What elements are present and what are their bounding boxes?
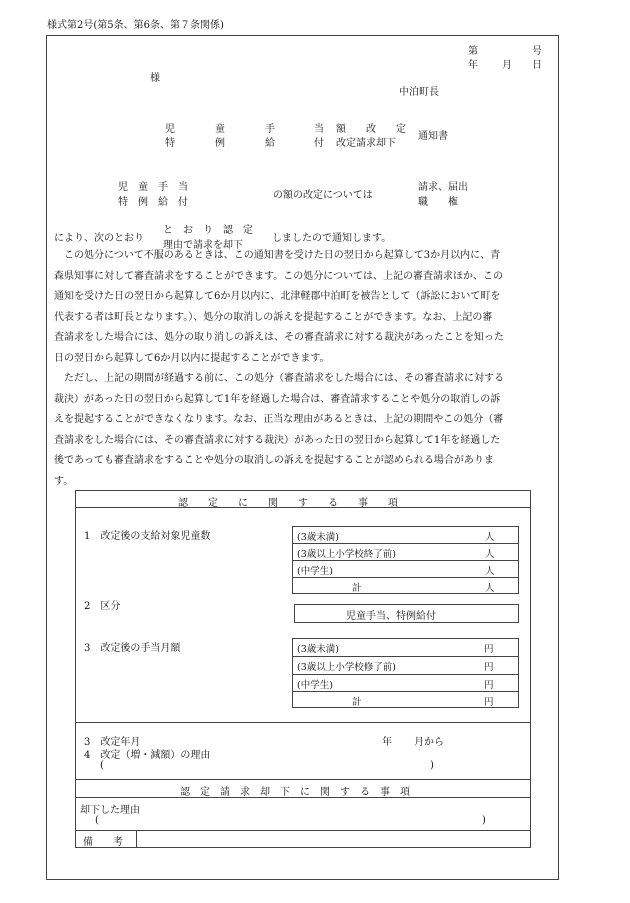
revision-year-unit: 年	[382, 737, 392, 748]
children-row-unit: 人	[485, 532, 495, 543]
divider	[292, 560, 519, 561]
paragraph-line: 通知を受けた日の翌日から起算して6か月以内に、北津軽郡中泊町を被告として（訴訟において町を	[54, 291, 501, 302]
notice-title-char: 給	[265, 138, 275, 149]
children-row-label: (中学生)	[297, 566, 333, 577]
notice-title-char: 額	[336, 124, 346, 135]
notice-title-char: 改	[366, 124, 376, 135]
notice-title-char: 童	[215, 124, 225, 135]
divider	[75, 779, 531, 780]
divider	[75, 830, 531, 831]
category-value: 児童手当、特例給付	[346, 611, 436, 622]
body-lead-text: により、次のとおり	[54, 233, 144, 244]
addressee-suffix: 様	[150, 73, 160, 84]
result-type-2: 理由で請求を却下	[163, 240, 243, 251]
amount-row-unit: 円	[484, 662, 494, 673]
date-day: 日	[532, 60, 542, 71]
appeal-paragraph-1	[54, 246, 554, 369]
request-type-2: 職 権	[418, 197, 458, 208]
notice-title-char: 定	[396, 124, 406, 135]
result-type-1: と お り 認 定	[163, 225, 253, 236]
children-row-unit: 人	[485, 583, 495, 594]
divider	[292, 691, 519, 692]
children-row-unit: 人	[485, 566, 495, 577]
amount-row-unit: 円	[484, 644, 494, 655]
paragraph-line: 森県知事に対して審査請求をすることができます。この処分については、上記の審査請求ほか、この	[54, 270, 503, 282]
divider	[136, 830, 137, 848]
notice-title-char: 当	[314, 124, 324, 135]
paragraph-line: 後であっても審査請求をすることや処分の取消しの訴えを提起することが認められる場合がありま	[54, 455, 494, 466]
rejection-section-title: 認 定 請 求 却 下 に 関 す る 事 項	[180, 787, 410, 798]
form-title: 様式第2号(第5条、第6条、第７条関係)	[47, 20, 224, 31]
children-row-label: 計	[352, 583, 362, 594]
divider	[292, 543, 519, 544]
notice-title-char: 特	[165, 138, 175, 149]
notice-title-rejection: 改定請求却下	[336, 138, 396, 149]
category-label: 2 区分	[84, 601, 121, 612]
revision-month-unit: 月から	[414, 737, 444, 748]
monthly-amount-label: 3 改定後の手当月額	[84, 643, 181, 654]
children-row-label: (3歳以上小学校終了前)	[297, 549, 396, 560]
amount-row-label: 計	[352, 697, 362, 708]
request-type-1: 請求、届出	[418, 182, 468, 193]
revision-date-label: 3 改定年月	[84, 737, 141, 748]
date-month: 月	[502, 60, 512, 71]
paragraph-line: ただし、上記の期間が経過する前に、この処分（審査請求をした場合には、その審査請求に対する	[54, 373, 504, 384]
paragraph-line: 日の翌日から起算して6か月以内に提起することができます。	[54, 352, 330, 364]
amount-row-label: (3歳未満)	[297, 644, 339, 655]
number-suffix: 号	[532, 46, 542, 57]
children-count-label: 1 改定後の支給対象児童数	[84, 531, 211, 542]
paragraph-line: 査請求をした場合には、その審査請求に対する裁決）があった日の翌日から起算して1年を経過した	[54, 434, 501, 446]
approval-section-title: 認 定 に 関 す る 事 項	[178, 498, 398, 509]
notice-title-char: 児	[165, 124, 175, 135]
rejection-paren-open: (	[95, 815, 99, 826]
amount-row-label: (3歳以上小学校修了前)	[297, 662, 396, 673]
notice-title-char: 例	[215, 138, 225, 149]
date-year: 年	[468, 60, 478, 71]
paragraph-line: 裁決）があった日の翌日から起算して1年を経過した場合は、審査請求することや処分の取消しの訴	[54, 393, 501, 405]
amount-row-unit: 円	[484, 680, 494, 691]
paragraph-line: 査請求をした場合には、処分の取り消しの訴えは、その審査請求に対する裁決があったことを知った	[54, 332, 504, 343]
body-tail-text: しましたので通知します。	[272, 233, 392, 244]
notice-title-suffix: 通知書	[418, 131, 448, 142]
issuer-name: 中泊町長	[399, 87, 439, 98]
divider	[292, 656, 519, 657]
notice-title-char: 手	[265, 124, 275, 135]
reason-paren-open: (	[100, 760, 104, 771]
revision-reason-label: 4 改定（増・減額）の理由	[84, 750, 211, 761]
amount-row-label: (中学生)	[297, 680, 333, 691]
rejection-paren-close: )	[482, 815, 486, 826]
remarks-label: 備 考	[83, 837, 123, 848]
paragraph-line: す。	[54, 475, 74, 487]
divider	[292, 674, 519, 675]
amount-row-unit: 円	[484, 697, 494, 708]
appeal-paragraph-2	[54, 369, 554, 492]
divider	[292, 577, 519, 578]
notice-title-char: 付	[314, 138, 324, 149]
paragraph-line: この処分について不服のあるときは、この通知書を受けた日の翌日から起算して3か月以内に、青	[54, 250, 501, 261]
divider	[75, 722, 531, 723]
reason-paren-close: )	[430, 760, 434, 771]
paragraph-line: 代表する者は町長となります。）、処分の取消しの訴えを提起することができます。なお、上記の審	[54, 311, 493, 323]
paragraph-line: えを提起することができなくなります。なお、正当な理由があるときは、上記の期間やこの処分（審	[54, 414, 504, 425]
rejection-reason-label: 却下した理由	[80, 805, 140, 816]
children-row-label: (3歳未満)	[297, 532, 339, 543]
children-row-unit: 人	[485, 549, 495, 560]
body-middle-text: の額の改定については	[273, 190, 373, 201]
benefit-type-1: 児 童 手 当	[118, 182, 188, 193]
number-prefix: 第	[468, 46, 478, 57]
benefit-type-2: 特 例 給 付	[118, 197, 188, 208]
